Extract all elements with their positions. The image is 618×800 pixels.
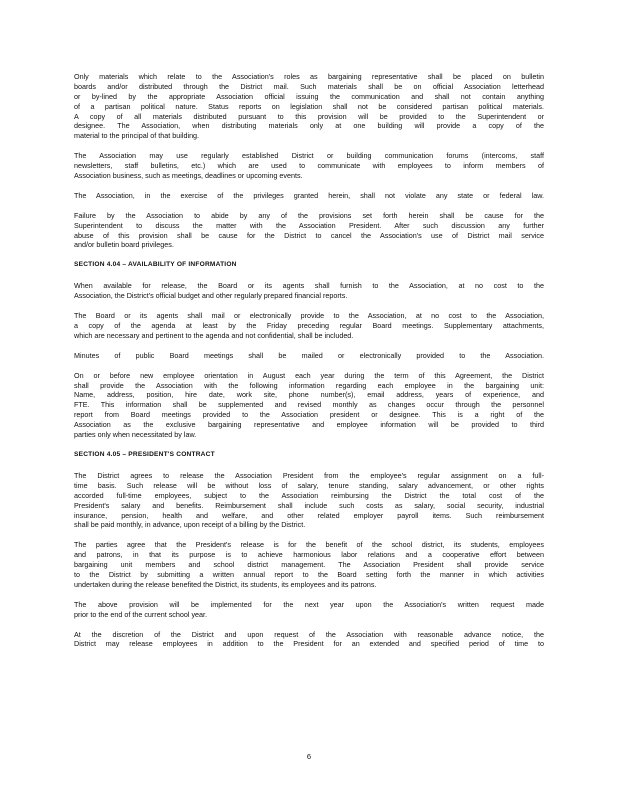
text-line: undertaken during the release benefited the District, its students, its employees and its patrons. [74, 579, 377, 589]
text-line: newsletters, staff bulletins, etc.) which are used to communicate with employees to inform members of [74, 161, 544, 171]
text-line: The Association may use regularly established District or building communication forums (intercoms, staff [74, 151, 544, 161]
text-line: The Association, in the exercise of the privileges granted herein, shall not violate any state or federal law. [74, 190, 544, 200]
text-line: The Board or its agents shall mail or electronically provide to the Association, at no cost to the Association, [74, 311, 544, 321]
text-line: On or before new employee orientation in August each year during the term of this Agreement, the District [74, 370, 544, 380]
text-line: parties only when necessitated by law. [74, 430, 197, 440]
text-line: bargaining unit members and school district management. The Association President shall provide service [74, 560, 544, 570]
text-line: When available for release, the Board or its agents shall furnish to the Association, at no cost to the [74, 281, 544, 291]
text-line: Association, the District's official budget and other regularly prepared financial reports. [74, 291, 348, 301]
text-line: The District agrees to release the Association President from the employee's regular assignment on a full- [74, 470, 544, 480]
paragraph-board-minutes [74, 351, 544, 361]
paragraph-implementation [74, 600, 544, 620]
text-line: of a partisan political nature. Status reports on legislation shall not be considered partisan political materials. [74, 101, 544, 111]
text-line: a copy of the agenda at least by the Friday preceding regular Board meetings. Supplementary attachments, [74, 321, 544, 331]
text-line: District may release employees in addition to the President for an extended and specified period of time to [74, 639, 544, 649]
text-line: and/or bulletin board privileges. [74, 240, 174, 250]
text-line: Minutes of public Board meetings shall be mailed or electronically provided to the Association. [74, 350, 544, 360]
text-line: Association as the exclusive bargaining representative and employee information will be provided to third [74, 420, 544, 430]
text-line: report from Board meetings provided to the Association president or designee. This is a right of the [74, 410, 544, 420]
text-line: Association business, such as meetings, deadlines or upcoming events. [74, 171, 303, 181]
text-line: abuse of this provision shall be cause for the District to cancel the Association's use of District mail service [74, 230, 544, 240]
text-line: and patrons, in that its purpose is to achieve harmonious labor relations and a cooperative effort between [74, 550, 544, 560]
paragraph-state-law [74, 191, 544, 201]
text-line: to the District by submitting a written annual report to the Board setting forth the manner in which activities [74, 569, 544, 579]
text-line: accorded full-time employees, subject to the Association reimbursing the District the total cost of the [74, 490, 544, 500]
text-line: insurance, pension, health and welfare, and other related employer payroll items. Such reimbursement [74, 510, 544, 520]
text-line: Only materials which relate to the Association's roles as bargaining representative shall be placed on bulletin [74, 72, 544, 81]
text-line: The above provision will be implemented for the next year upon the Association's written request made [74, 599, 544, 609]
text-line: shall provide the Association with the following information regarding each employee in the bargaining unit: [74, 380, 544, 390]
paragraph-release-benefit [74, 540, 544, 589]
text-line: A copy of all materials distributed pursuant to this provision will be provided to the Superintendent or [74, 111, 544, 121]
text-line: President's salary and benefits. Reimbursement shall include such costs as salary, social security, industrial [74, 500, 544, 510]
text-line: Superintendent to discuss the matter with the Association President. After such discussion any further [74, 220, 544, 230]
text-line: material to the principal of that building. [74, 131, 200, 141]
page-number: 6 [306, 752, 312, 761]
paragraph-budget-reports [74, 281, 544, 301]
text-line: The parties agree that the President's release is for the benefit of the school district, its students, employees [74, 540, 544, 550]
section-heading-availability-of-information: SECTION 4.04 – AVAILABILITY OF INFORMATION [74, 261, 237, 269]
text-line: time basis. Such release will be without loss of salary, tenure standing, salary advancement, or other rights [74, 480, 544, 490]
paragraph-additional-release [74, 630, 544, 650]
paragraph-communication-forums [74, 151, 544, 181]
text-line: which are necessary and pertinent to the agenda and not confidential, shall be included. [74, 330, 354, 340]
text-line: or by-lined by the appropriate Association official issuing the communication and shall not contain anything [74, 91, 544, 101]
paragraph-board-agenda [74, 311, 544, 341]
paragraph-president-release [74, 471, 544, 530]
text-line: boards and/or distributed through the District mail. Such materials shall be on official Association letterhead [74, 81, 544, 91]
paragraph-failure-to-abide [74, 211, 544, 251]
page-content [74, 72, 544, 659]
text-line: Failure by the Association to abide by any of the provisions set forth herein shall be cause for the [74, 210, 544, 220]
paragraph-employee-information [74, 371, 544, 440]
text-line: shall be paid monthly, in advance, upon receipt of a billing by the District. [74, 520, 306, 530]
text-line: prior to the end of the current school year. [74, 609, 208, 619]
text-line: Name, address, position, hire date, work site, phone number(s), email address, years of experience, and [74, 390, 544, 400]
text-line: At the discretion of the District and upon request of the Association with reasonable advance notice, the [74, 629, 544, 639]
section-heading-presidents-contract: SECTION 4.05 – PRESIDENT'S CONTRACT [74, 450, 215, 458]
paragraph-bulletin-materials [74, 72, 544, 141]
text-line: FTE. This information shall be supplemented and revised monthly as changes occur through the personnel [74, 400, 544, 410]
text-line: designee. The Association, when distributing materials only at one building will provide a copy of the [74, 121, 544, 131]
